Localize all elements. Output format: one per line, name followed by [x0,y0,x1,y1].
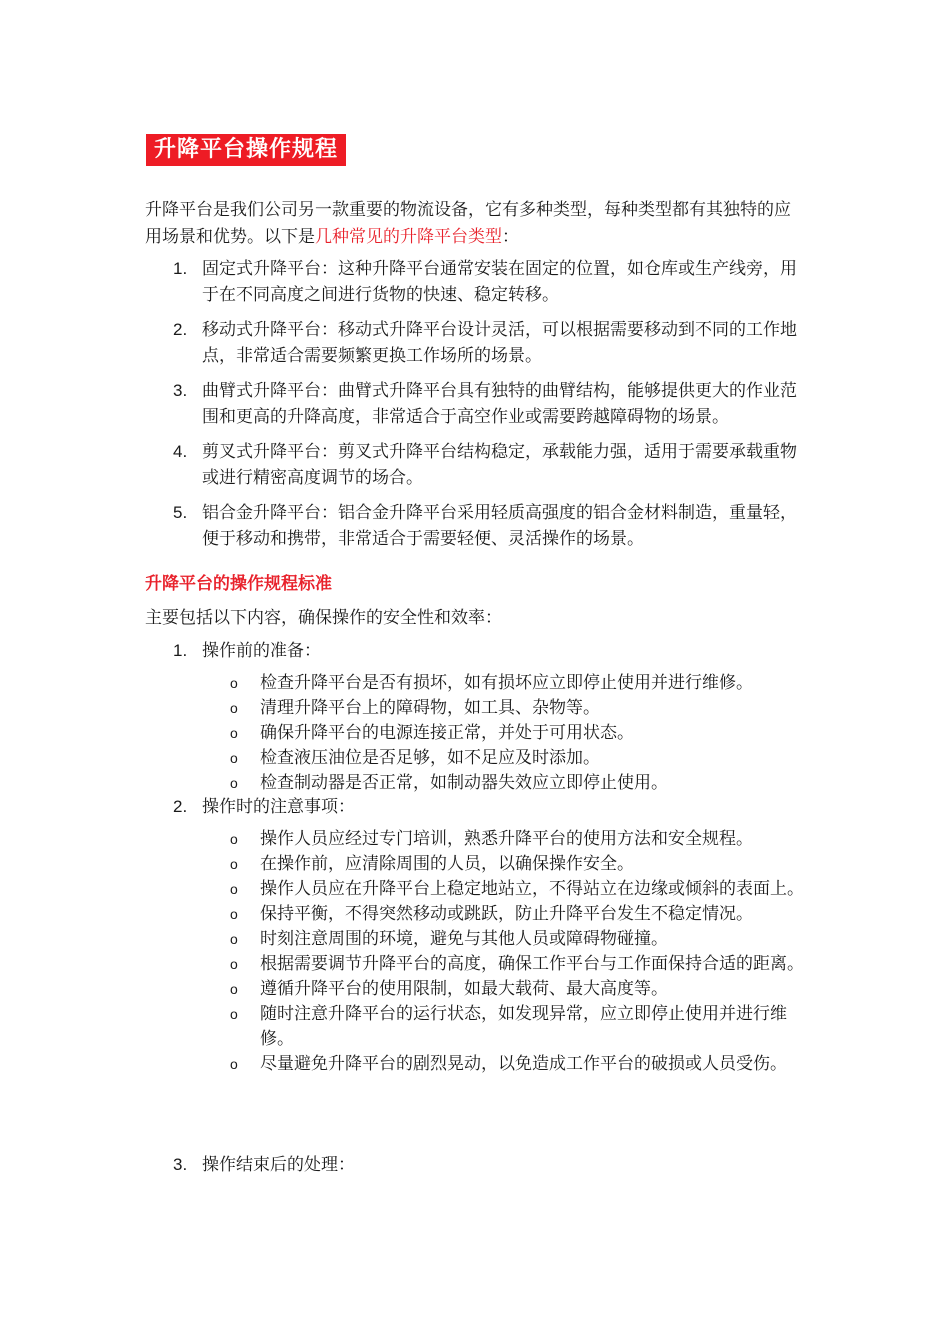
sub-item [230,721,815,746]
bullet-icon: o [230,775,238,791]
sub-item-text: 时刻注意周围的环境，避免与其他人员或障碍物碰撞。 [260,929,668,949]
sub-item-text: 尽量避免升降平台的剧烈晃动，以免造成工作平台的破损或人员受伤。 [260,1054,787,1074]
list-item [145,378,805,430]
bullet-icon: o [230,675,238,691]
intro-highlight: 几种常见的升降平台类型 [315,227,502,247]
bullet-icon: o [230,700,238,716]
step-after-operation [145,1152,802,1178]
sub-item [230,877,815,902]
sub-item-text: 检查液压油位是否足够，如不足应及时添加。 [260,748,600,768]
sub-item-text: 确保升降平台的电源连接正常，并处于可用状态。 [260,723,634,743]
item-number: 4. [173,442,188,461]
item-number: 5. [173,503,188,522]
item-text: 曲臂式升降平台：曲臂式升降平台具有独特的曲臂结构，能够提供更大的作业范围和更高的升降高度，非常适合于高空作业或需要跨越障碍物的场景。 [202,381,797,427]
sub-item-text: 在操作前，应清除周围的人员，以确保操作安全。 [260,854,634,874]
sub-item [230,696,815,721]
list-item [145,439,805,491]
bullet-icon: o [230,725,238,741]
bullet-icon: o [230,981,238,997]
item-number: 2. [173,320,188,339]
step-label: 操作前的准备： [202,641,321,661]
sub-item [230,746,815,771]
sub-item [230,771,815,796]
bullet-icon: o [230,956,238,972]
step-before-operation [145,638,802,664]
intro-paragraph [145,197,805,251]
page-title: 升降平台操作规程 [146,134,346,166]
bullet-icon: o [230,1056,238,1072]
section-heading: 升降平台的操作规程标准 [145,574,332,594]
intro-text: 升降平台是我们公司另一款重要的物流设备，它有多种类型，每种类型都有其独特的应用场景和优势。以下是 [145,200,791,247]
sub-item [230,827,815,852]
step-1-sublist [230,671,815,796]
sub-item [230,977,815,1002]
sub-item-text: 操作人员应经过专门培训，熟悉升降平台的使用方法和安全规程。 [260,829,753,849]
item-text: 剪叉式升降平台：剪叉式升降平台结构稳定，承载能力强，适用于需要承载重物或进行精密高度调节的场合。 [202,442,797,488]
item-text: 铝合金升降平台：铝合金升降平台采用轻质高强度的铝合金材料制造，重量轻，便于移动和携带，非常适合于需要轻便、灵活操作的场景。 [202,503,797,549]
bullet-icon: o [230,750,238,766]
step-number: 1. [173,641,188,660]
sub-item-text: 根据需要调节升降平台的高度，确保工作平台与工作面保持合适的距离。 [260,954,804,974]
list-item [145,500,805,552]
step-label: 操作结束后的处理： [202,1155,355,1175]
bullet-icon: o [230,831,238,847]
section-intro: 主要包括以下内容，确保操作的安全性和效率： [145,608,502,628]
item-text: 移动式升降平台：移动式升降平台设计灵活，可以根据需要移动到不同的工作地点，非常适合需要频繁更换工作场所的场景。 [202,320,797,366]
step-label: 操作时的注意事项： [202,797,355,817]
list-item [145,256,805,308]
bullet-icon: o [230,881,238,897]
sub-item [230,852,815,877]
sub-item-text: 随时注意升降平台的运行状态，如发现异常，应立即停止使用并进行维修。 [260,1004,787,1049]
bullet-icon: o [230,1006,238,1022]
bullet-icon: o [230,856,238,872]
sub-item [230,1052,815,1077]
sub-item-text: 检查制动器是否正常，如制动器失效应立即停止使用。 [260,773,668,793]
sub-item-text: 遵循升降平台的使用限制，如最大载荷、最大高度等。 [260,979,668,999]
step-number: 3. [173,1155,188,1174]
list-item [145,317,805,369]
bullet-icon: o [230,906,238,922]
sub-item [230,671,815,696]
sub-item-text: 清理升降平台上的障碍物，如工具、杂物等。 [260,698,600,718]
step-2-sublist [230,827,815,1077]
step-during-operation [145,794,802,820]
sub-item [230,952,815,977]
step-number: 2. [173,797,188,816]
bullet-icon: o [230,931,238,947]
sub-item-text: 保持平衡，不得突然移动或跳跃，防止升降平台发生不稳定情况。 [260,904,753,924]
sub-item [230,1002,815,1052]
platform-types-list [145,256,805,561]
intro-colon: ： [502,227,519,247]
item-number: 3. [173,381,188,400]
sub-item [230,902,815,927]
item-number: 1. [173,259,188,278]
sub-item [230,927,815,952]
item-text: 固定式升降平台：这种升降平台通常安装在固定的位置，如仓库或生产线旁，用于在不同高度之间进行货物的快速、稳定转移。 [202,259,797,305]
sub-item-text: 检查升降平台是否有损坏，如有损坏应立即停止使用并进行维修。 [260,673,753,693]
sub-item-text: 操作人员应在升降平台上稳定地站立，不得站立在边缘或倾斜的表面上。 [260,879,804,899]
